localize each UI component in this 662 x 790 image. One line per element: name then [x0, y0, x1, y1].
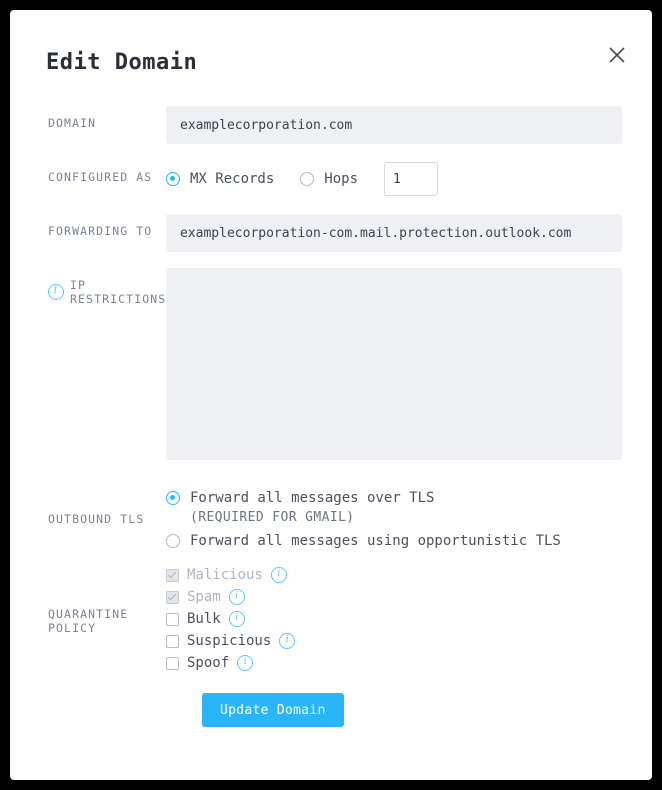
tls-option-opportunistic[interactable]: [166, 533, 622, 549]
checkbox-malicious-label: Malicious: [187, 567, 263, 583]
domain-label: DOMAIN: [48, 116, 97, 130]
quarantine-item-bulk[interactable]: [166, 611, 622, 627]
configured-as-row: [10, 160, 652, 198]
domain-row: [10, 106, 652, 144]
ip-restrictions-field-wrap: [166, 268, 652, 464]
configured-as-label: CONFIGURED AS: [48, 170, 153, 184]
ip-restrictions-label-wrap: [10, 268, 166, 306]
tls-option-required[interactable]: [166, 490, 622, 506]
forwarding-to-label: FORWARDING TO: [48, 224, 153, 238]
info-icon[interactable]: i: [237, 655, 253, 671]
checkbox-spoof-label: Spoof: [187, 655, 230, 671]
radio-mx-records[interactable]: [166, 172, 180, 186]
close-icon[interactable]: [604, 42, 630, 68]
quarantine-policy-options: [166, 565, 652, 677]
ip-restrictions-label: IP RESTRICTIONS: [70, 278, 167, 306]
info-icon[interactable]: i: [229, 589, 245, 605]
info-icon[interactable]: i: [279, 633, 295, 649]
info-icon[interactable]: i: [271, 567, 287, 583]
checkbox-spoof[interactable]: [166, 657, 179, 670]
submit-row: [10, 693, 652, 727]
radio-tls-opportunistic[interactable]: [166, 534, 180, 548]
forwarding-to-row: [10, 214, 652, 252]
info-icon[interactable]: i: [229, 611, 245, 627]
radio-mx-records-label: MX Records: [190, 171, 275, 187]
checkbox-suspicious[interactable]: [166, 635, 179, 648]
quarantine-item-spam: [166, 589, 622, 605]
radio-tls-required-label: Forward all messages over TLS: [190, 490, 435, 506]
domain-field-wrap: [166, 106, 652, 144]
outbound-tls-row: [10, 486, 652, 553]
edit-domain-dialog: [10, 10, 652, 780]
outbound-tls-label: OUTBOUND TLS: [48, 512, 145, 526]
quarantine-policy-row: [10, 565, 652, 677]
checkbox-malicious: [166, 569, 179, 582]
radio-hops[interactable]: [300, 172, 314, 186]
radio-tls-required[interactable]: [166, 491, 180, 505]
page-title: Edit Domain: [46, 50, 198, 75]
configured-as-field-wrap: [166, 160, 652, 198]
domain-input[interactable]: [166, 106, 622, 144]
info-icon[interactable]: I: [48, 284, 64, 300]
edit-domain-form: [10, 106, 652, 727]
forwarding-to-input[interactable]: [166, 214, 622, 252]
quarantine-item-suspicious[interactable]: [166, 633, 622, 649]
checkbox-bulk[interactable]: [166, 613, 179, 626]
quarantine-item-malicious: [166, 567, 622, 583]
checkbox-spam: [166, 591, 179, 604]
checkbox-spam-label: Spam: [187, 589, 221, 605]
quarantine-policy-label: QUARANTINE POLICY: [48, 607, 129, 635]
radio-tls-opportunistic-label: Forward all messages using opportunistic TLS: [190, 533, 561, 549]
checkbox-suspicious-label: Suspicious: [187, 633, 272, 649]
update-domain-button[interactable]: Update Domain: [202, 693, 344, 727]
forwarding-to-field-wrap: [166, 214, 652, 252]
ip-restrictions-input[interactable]: [166, 268, 622, 460]
quarantine-item-spoof[interactable]: [166, 655, 622, 671]
tls-gmail-note: (REQUIRED FOR GMAIL): [190, 510, 355, 525]
radio-hops-label: Hops: [324, 171, 359, 187]
hops-input[interactable]: [384, 162, 438, 196]
ip-restrictions-row: [10, 268, 652, 464]
outbound-tls-options: [166, 486, 652, 553]
checkbox-bulk-label: Bulk: [187, 611, 221, 627]
